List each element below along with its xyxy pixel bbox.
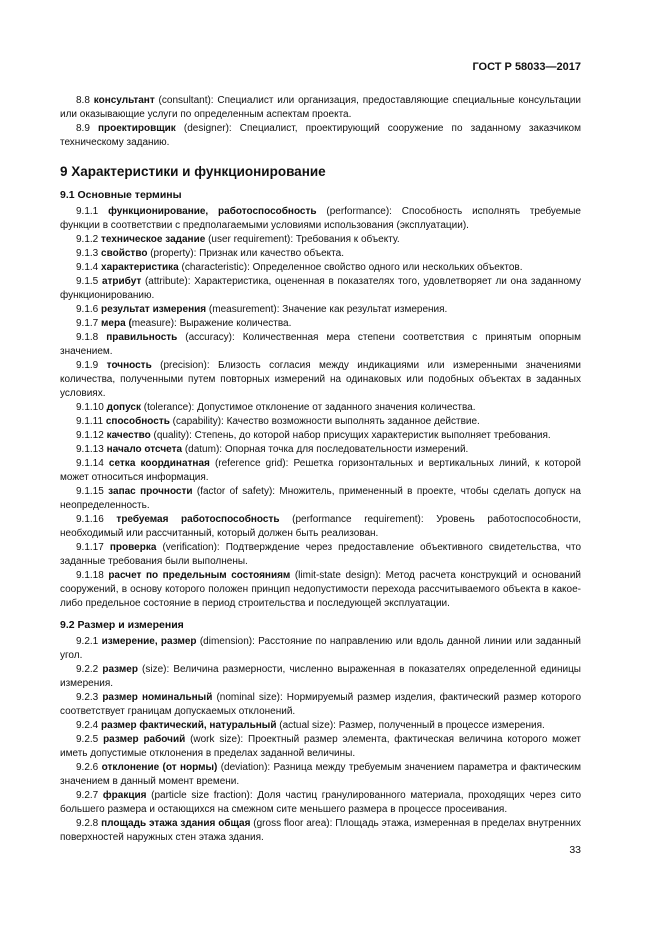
term-definition: (verification): Подтверждение через предоставление объективного свидетельства, что заданные требования были выполнены. <box>60 542 582 567</box>
term-name: требуемая работоспособность <box>116 514 280 525</box>
term-definition: (actual size): Размер, полученный в процессе измерения. <box>276 720 545 731</box>
term-number: 8.8 <box>76 95 90 106</box>
term-entry <box>60 663 581 691</box>
term-definition: (particle size fraction): Доля частиц гранулированного материала, проходящих через сито большего размера и остающихся на смежном сите меньшего размера в процессе просеивания. <box>60 790 582 815</box>
term-name: характеристика <box>101 262 179 273</box>
term-definition: (measurement): Значение как результат измерения. <box>206 304 448 315</box>
term-entry <box>60 233 581 247</box>
term-number: 9.1.17 <box>76 542 104 553</box>
term-number: 9.1.16 <box>76 514 104 525</box>
term-definition: (property): Признак или качество объекта. <box>147 248 344 259</box>
term-entry <box>60 719 581 733</box>
term-entry <box>60 415 581 429</box>
term-entry <box>60 569 581 611</box>
term-number: 9.1.5 <box>76 276 99 287</box>
term-definition: (accuracy): Количественная мера степени соответствия с принятым опорным значением. <box>60 332 581 357</box>
term-name: допуск <box>106 402 141 413</box>
term-definition: (limit-state design): Метод расчета конструкций и оснований сооружений, в основу которого положен принцип недопустимости перехода рассчитываемого объекта в какое-либо предельное состояние в период строительства и последующей эксплуатации. <box>60 570 581 609</box>
subsection-9-2-title: 9.2 Размер и измерения <box>60 619 184 631</box>
intro-terms <box>60 94 581 150</box>
term-name: сетка координатная <box>108 458 210 469</box>
term-entry <box>60 359 581 401</box>
term-entry <box>60 733 581 761</box>
term-name: начало отсчета <box>106 444 183 455</box>
subsection-9-2-terms <box>60 635 581 845</box>
term-definition: (tolerance): Допустимое отклонение от заданного значения количества. <box>140 402 476 413</box>
subsection-9-1-terms <box>60 205 581 611</box>
term-name: мера ( <box>101 318 132 329</box>
term-name: проверка <box>109 542 157 553</box>
document-id: ГОСТ Р 58033—2017 <box>472 61 581 73</box>
term-definition: (attribute): Характеристика, оцененная в показателях того, удовлетворяет ли она заданному функционированию. <box>60 276 581 301</box>
term-entry <box>60 122 581 150</box>
term-entry <box>60 401 581 415</box>
term-entry <box>60 817 581 845</box>
term-name: размер <box>102 664 138 675</box>
term-name: размер фактический, натуральный <box>101 720 277 731</box>
term-definition: measure): Выражение количества. <box>131 318 292 329</box>
term-name: консультант <box>93 95 155 106</box>
term-definition: (consultant): Специалист или организация, предоставляющие специальные консультации или оказывающие услуги по определенным аспектам проекта. <box>60 95 582 120</box>
term-name: размер номинальный <box>102 692 213 703</box>
term-number: 9.1.2 <box>76 234 99 245</box>
term-number: 9.2.7 <box>76 790 99 801</box>
term-number: 9.2.5 <box>76 734 99 745</box>
term-definition: (performance requirement): Уровень работоспособности, необходимый или рассчитанный, который должен быть реализован. <box>60 514 582 539</box>
term-number: 9.1.3 <box>76 248 99 259</box>
term-definition: (work size): Проектный размер элемента, фактическая величина которого может иметь допустимые отклонения в пределах заданной величины. <box>60 734 582 759</box>
term-definition: (deviation): Разница между требуемым значением параметра и фактическим значением в данный момент времени. <box>60 762 582 787</box>
term-name: размер рабочий <box>103 734 186 745</box>
term-definition: (size): Величина размерности, численно выраженная в показателях определенной единицы измерения. <box>60 664 581 689</box>
term-definition: (precision): Близость согласия между индикациями или измеренными значениями количества, полученными путем повторных измерений на одинаковых или подобных объектах в заданных условиях. <box>60 360 582 399</box>
term-name: отклонение (от нормы) <box>101 762 218 773</box>
term-name: качество <box>106 430 151 441</box>
term-entry <box>60 541 581 569</box>
term-entry <box>60 317 581 331</box>
term-name: площадь этажа здания общая <box>101 818 251 829</box>
term-number: 9.2.6 <box>76 762 99 773</box>
term-name: техническое задание <box>101 234 206 245</box>
term-definition: (performance): Способность исполнять требуемые функции в соответствии с предполагаемыми условиями использования (эксплуатации). <box>60 206 581 231</box>
term-entry <box>60 443 581 457</box>
term-entry <box>60 261 581 275</box>
term-entry <box>60 94 581 122</box>
term-entry <box>60 457 581 485</box>
term-name: запас прочности <box>108 486 193 497</box>
term-entry <box>60 429 581 443</box>
term-name: правильность <box>106 332 178 343</box>
term-definition: (quality): Степень, до которой набор присущих характеристик выполняет требования. <box>150 430 551 441</box>
page-number: 33 <box>569 844 581 856</box>
term-definition: (nominal size): Нормируемый размер изделия, фактический размер которого соответствует границам допускаемых отклонений. <box>60 692 582 717</box>
term-name: результат измерения <box>101 304 207 315</box>
term-number: 9.2.8 <box>76 818 99 829</box>
term-entry <box>60 513 581 541</box>
term-number: 9.1.11 <box>76 416 104 427</box>
term-name: измерение, размер <box>101 636 197 647</box>
term-entry <box>60 331 581 359</box>
term-entry <box>60 303 581 317</box>
term-definition: (user requirement): Требования к объекту. <box>205 234 400 245</box>
term-number: 9.1.10 <box>76 402 104 413</box>
term-number: 9.1.9 <box>76 360 99 371</box>
term-definition: (datum): Опорная точка для последовательности измерений. <box>182 444 469 455</box>
term-number: 9.1.8 <box>76 332 99 343</box>
term-number: 9.2.4 <box>76 720 99 731</box>
section-9-title: 9 Характеристики и функционирование <box>60 164 326 179</box>
term-definition: (gross floor area): Площадь этажа, измеренная в пределах внутренних поверхностей наружных стен этажа здания. <box>60 818 581 843</box>
term-number: 9.1.13 <box>76 444 104 455</box>
term-name: атрибут <box>101 276 142 287</box>
page-body <box>60 60 581 845</box>
term-definition: (designer): Специалист, проектирующий сооружение по заданному заказчиком техническому заданию. <box>60 123 581 148</box>
term-number: 9.1.18 <box>76 570 104 581</box>
term-name: способность <box>105 416 170 427</box>
term-entry <box>60 691 581 719</box>
term-number: 9.2.2 <box>76 664 99 675</box>
term-name: свойство <box>101 248 148 259</box>
term-name: функционирование, работоспособность <box>108 206 317 217</box>
term-name: точность <box>106 360 152 371</box>
term-number: 9.2.3 <box>76 692 99 703</box>
term-entry <box>60 761 581 789</box>
term-name: проектировщик <box>97 123 176 134</box>
term-definition: (dimension): Расстояние по направлению или вдоль данной линии или заданный угол. <box>60 636 581 661</box>
term-number: 9.1.4 <box>76 262 99 273</box>
term-definition: (characteristic): Определенное свойство одного или нескольких объектов. <box>178 262 523 273</box>
term-number: 9.1.6 <box>76 304 99 315</box>
term-number: 9.1.1 <box>76 206 99 217</box>
term-name: фракция <box>102 790 147 801</box>
term-number: 9.2.1 <box>76 636 99 647</box>
term-entry <box>60 485 581 513</box>
term-number: 9.1.7 <box>76 318 99 329</box>
term-entry <box>60 635 581 663</box>
term-entry <box>60 275 581 303</box>
term-number: 8.9 <box>76 123 90 134</box>
term-number: 9.1.15 <box>76 486 104 497</box>
term-entry <box>60 247 581 261</box>
subsection-9-1-title: 9.1 Основные термины <box>60 189 182 201</box>
term-definition: (reference grid): Решетка горизонтальных и вертикальных линий, к которой может относиться информация. <box>60 458 581 483</box>
term-entry <box>60 205 581 233</box>
term-entry <box>60 789 581 817</box>
term-name: расчет по предельным состояниям <box>108 570 291 581</box>
term-definition: (capability): Качество возможности выполнять заданное действие. <box>169 416 480 427</box>
term-number: 9.1.12 <box>76 430 104 441</box>
term-definition: (factor of safety): Множитель, примененный в проекте, чтобы сделать допуск на неопределенность. <box>60 486 581 511</box>
term-number: 9.1.14 <box>76 458 104 469</box>
